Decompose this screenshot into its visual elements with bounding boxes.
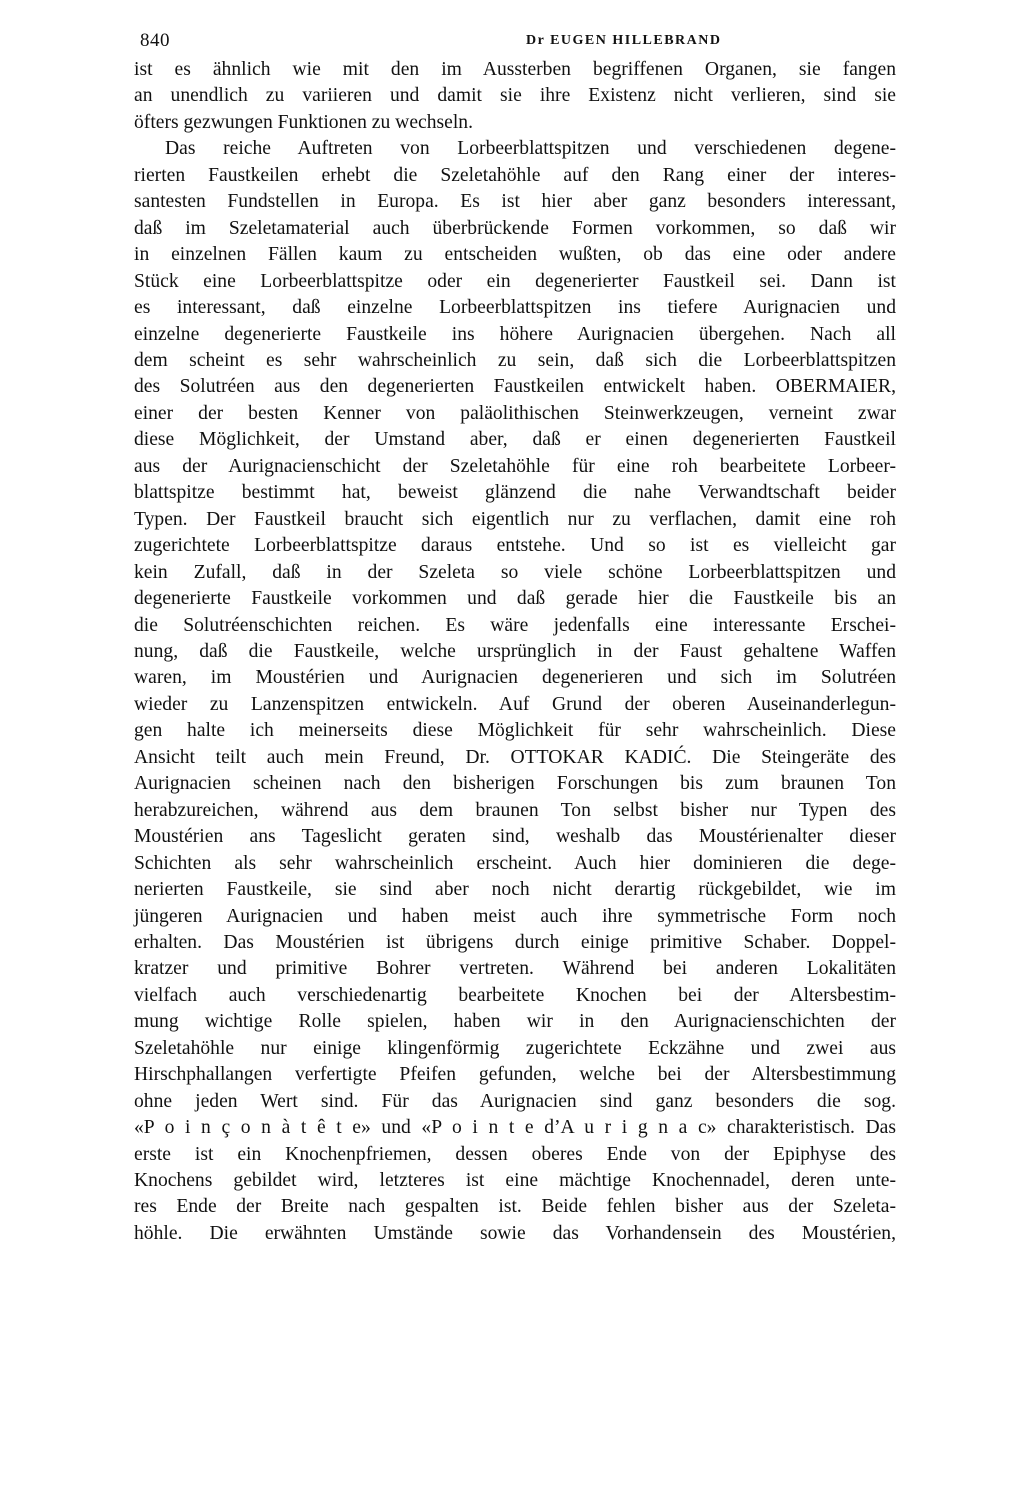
text-line: ohne jeden Wert sind. Für das Aurignacien sind ganz besonders die sog. [134,1090,896,1112]
text-line: Typen. Der Faustkeil braucht sich eigentlich nur zu verflachen, damit eine roh [134,508,896,530]
text-line: mung wichtige Rolle spielen, haben wir in den Aurignacienschichten der [134,1011,896,1033]
text-line: einer der besten Kenner von paläolithischen Steinwerkzeugen, verneint zwar [134,402,896,424]
text-line: höhle. Die erwähnten Umstände sowie das Vorhandensein des Moustérien, [134,1222,896,1244]
text-line: einzelne degenerierte Faustkeile ins höhere Aurignacien übergehen. Nach all [134,323,896,345]
text-line: öfters gezwungen Funktionen zu wechseln. [134,111,473,133]
text-line: Ansicht teilt auch mein Freund, Dr. OTTOKAR KADIĆ. Die Steingeräte des [134,746,896,768]
text-line: ist es ähnlich wie mit den im Aussterben begriffenen Organen, sie fangen [134,59,896,80]
text-line: «P o i n ç o n à t ê t e» und «P o i n t e d’A u r i g n a c» charakteristisch. Das [134,1117,896,1139]
text-line: erhalten. Das Moustérien ist übrigens durch einige primitive Schaber. Doppel- [134,931,896,953]
text-line: dem scheint es sehr wahrscheinlich zu sein, daß sich die Lorbeerblattspitzen [134,349,896,371]
text-line: zugerichtete Lorbeerblattspitze daraus entstehe. Und so ist es vielleicht gar [134,535,896,557]
text-line: in einzelnen Fällen kaum zu entscheiden wußten, ob das eine oder andere [134,244,896,266]
text-line: die Solutréenschichten reichen. Es wäre jedenfalls eine interessante Erschei- [134,614,896,636]
text-line: gen halte ich meinerseits diese Möglichkeit für sehr wahrscheinlich. Diese [134,720,896,742]
text-line: waren, im Moustérien und Aurignacien degenerieren und sich im Solutréen [134,667,896,689]
text-line: Moustérien ans Tageslicht geraten sind, weshalb das Moustérienalter dieser [134,826,896,848]
text-line: herabzureichen, während aus dem braunen Ton selbst bisher nur Typen des [134,799,896,821]
text-line: blattspitze bestimmt hat, beweist glänzend die nahe Verwandtschaft beider [134,482,896,504]
text-line: Hirschphallangen verfertigte Pfeifen gefunden, welche bei der Altersbestimmung [134,1064,896,1086]
text-line: kratzer und primitive Bohrer vertreten. Während bei anderen Lokalitäten [134,958,896,980]
text-line: wieder zu Lanzenspitzen entwickeln. Auf Grund der oberen Auseinanderlegun- [134,693,896,715]
text-line: Aurignacien scheinen nach den bisherigen Forschungen bis zum braunen Ton [134,773,896,795]
running-head: Dr EUGEN HILLEBRAND [526,33,722,48]
text-line: Schichten als sehr wahrscheinlich erscheint. Auch hier dominieren die dege- [134,852,896,874]
text-line: erste ist ein Knochenpfriemen, dessen oberes Ende von der Epiphyse des [134,1143,896,1165]
text-line: an unendlich zu variieren und damit sie ihre Existenz nicht verlieren, sind sie [134,85,896,107]
text-line: degenerierte Faustkeile vorkommen und daß gerade hier die Faustkeile bis an [134,588,896,610]
text-line: jüngeren Aurignacien und haben meist auch ihre symmetrische Form noch [134,905,896,927]
text-line: vielfach auch verschiedenartig bearbeitete Knochen bei der Altersbestim- [134,984,896,1006]
text-line: daß im Szeletamaterial auch überbrückende Formen vorkommen, so daß wir [134,217,896,239]
text-line: res Ende der Breite nach gespalten ist. Beide fehlen bisher aus der Szeleta- [134,1196,896,1218]
page-header [130,30,900,56]
text-line: aus der Aurignacienschicht der Szeletahöhle für eine roh bearbeitete Lorbeer- [134,455,896,477]
text-line: nung, daß die Faustkeile, welche ursprünglich in der Faust gehaltene Waffen [134,640,896,662]
text-line: diese Möglichkeit, der Umstand aber, daß er einen degenerierten Faustkeil [134,429,896,451]
text-line: Das reiche Auftreten von Lorbeerblattspitzen und verschiedenen degene- [165,138,896,160]
text-line: kein Zufall, daß in der Szeleta so viele schöne Lorbeerblattspitzen und [134,561,896,583]
text-line: nerierten Faustkeile, sie sind aber noch nicht derartig rückgebildet, wie im [134,879,896,901]
text-line: Stück eine Lorbeerblattspitze oder ein degenerierter Faustkeil sei. Dann ist [134,270,896,292]
text-line: Szeletahöhle nur einige klingenförmig zugerichtete Eckzähne und zwei aus [134,1037,896,1059]
text-line: es interessant, daß einzelne Lorbeerblattspitzen ins tiefere Aurignacien und [134,297,896,319]
text-line: Knochens gebildet wird, letzteres ist eine mächtige Knochennadel, deren unte- [134,1170,896,1192]
text-line: santesten Fundstellen in Europa. Es ist hier aber ganz besonders interessant, [134,191,896,213]
body-text [134,57,896,1247]
text-line: des Solutréen aus den degenerierten Faustkeilen entwickelt haben. OBERMAIER, [134,376,896,398]
text-line: rierten Faustkeilen erhebt die Szeletahöhle auf den Rang einer der interes- [134,164,896,186]
page-number: 840 [140,30,170,51]
